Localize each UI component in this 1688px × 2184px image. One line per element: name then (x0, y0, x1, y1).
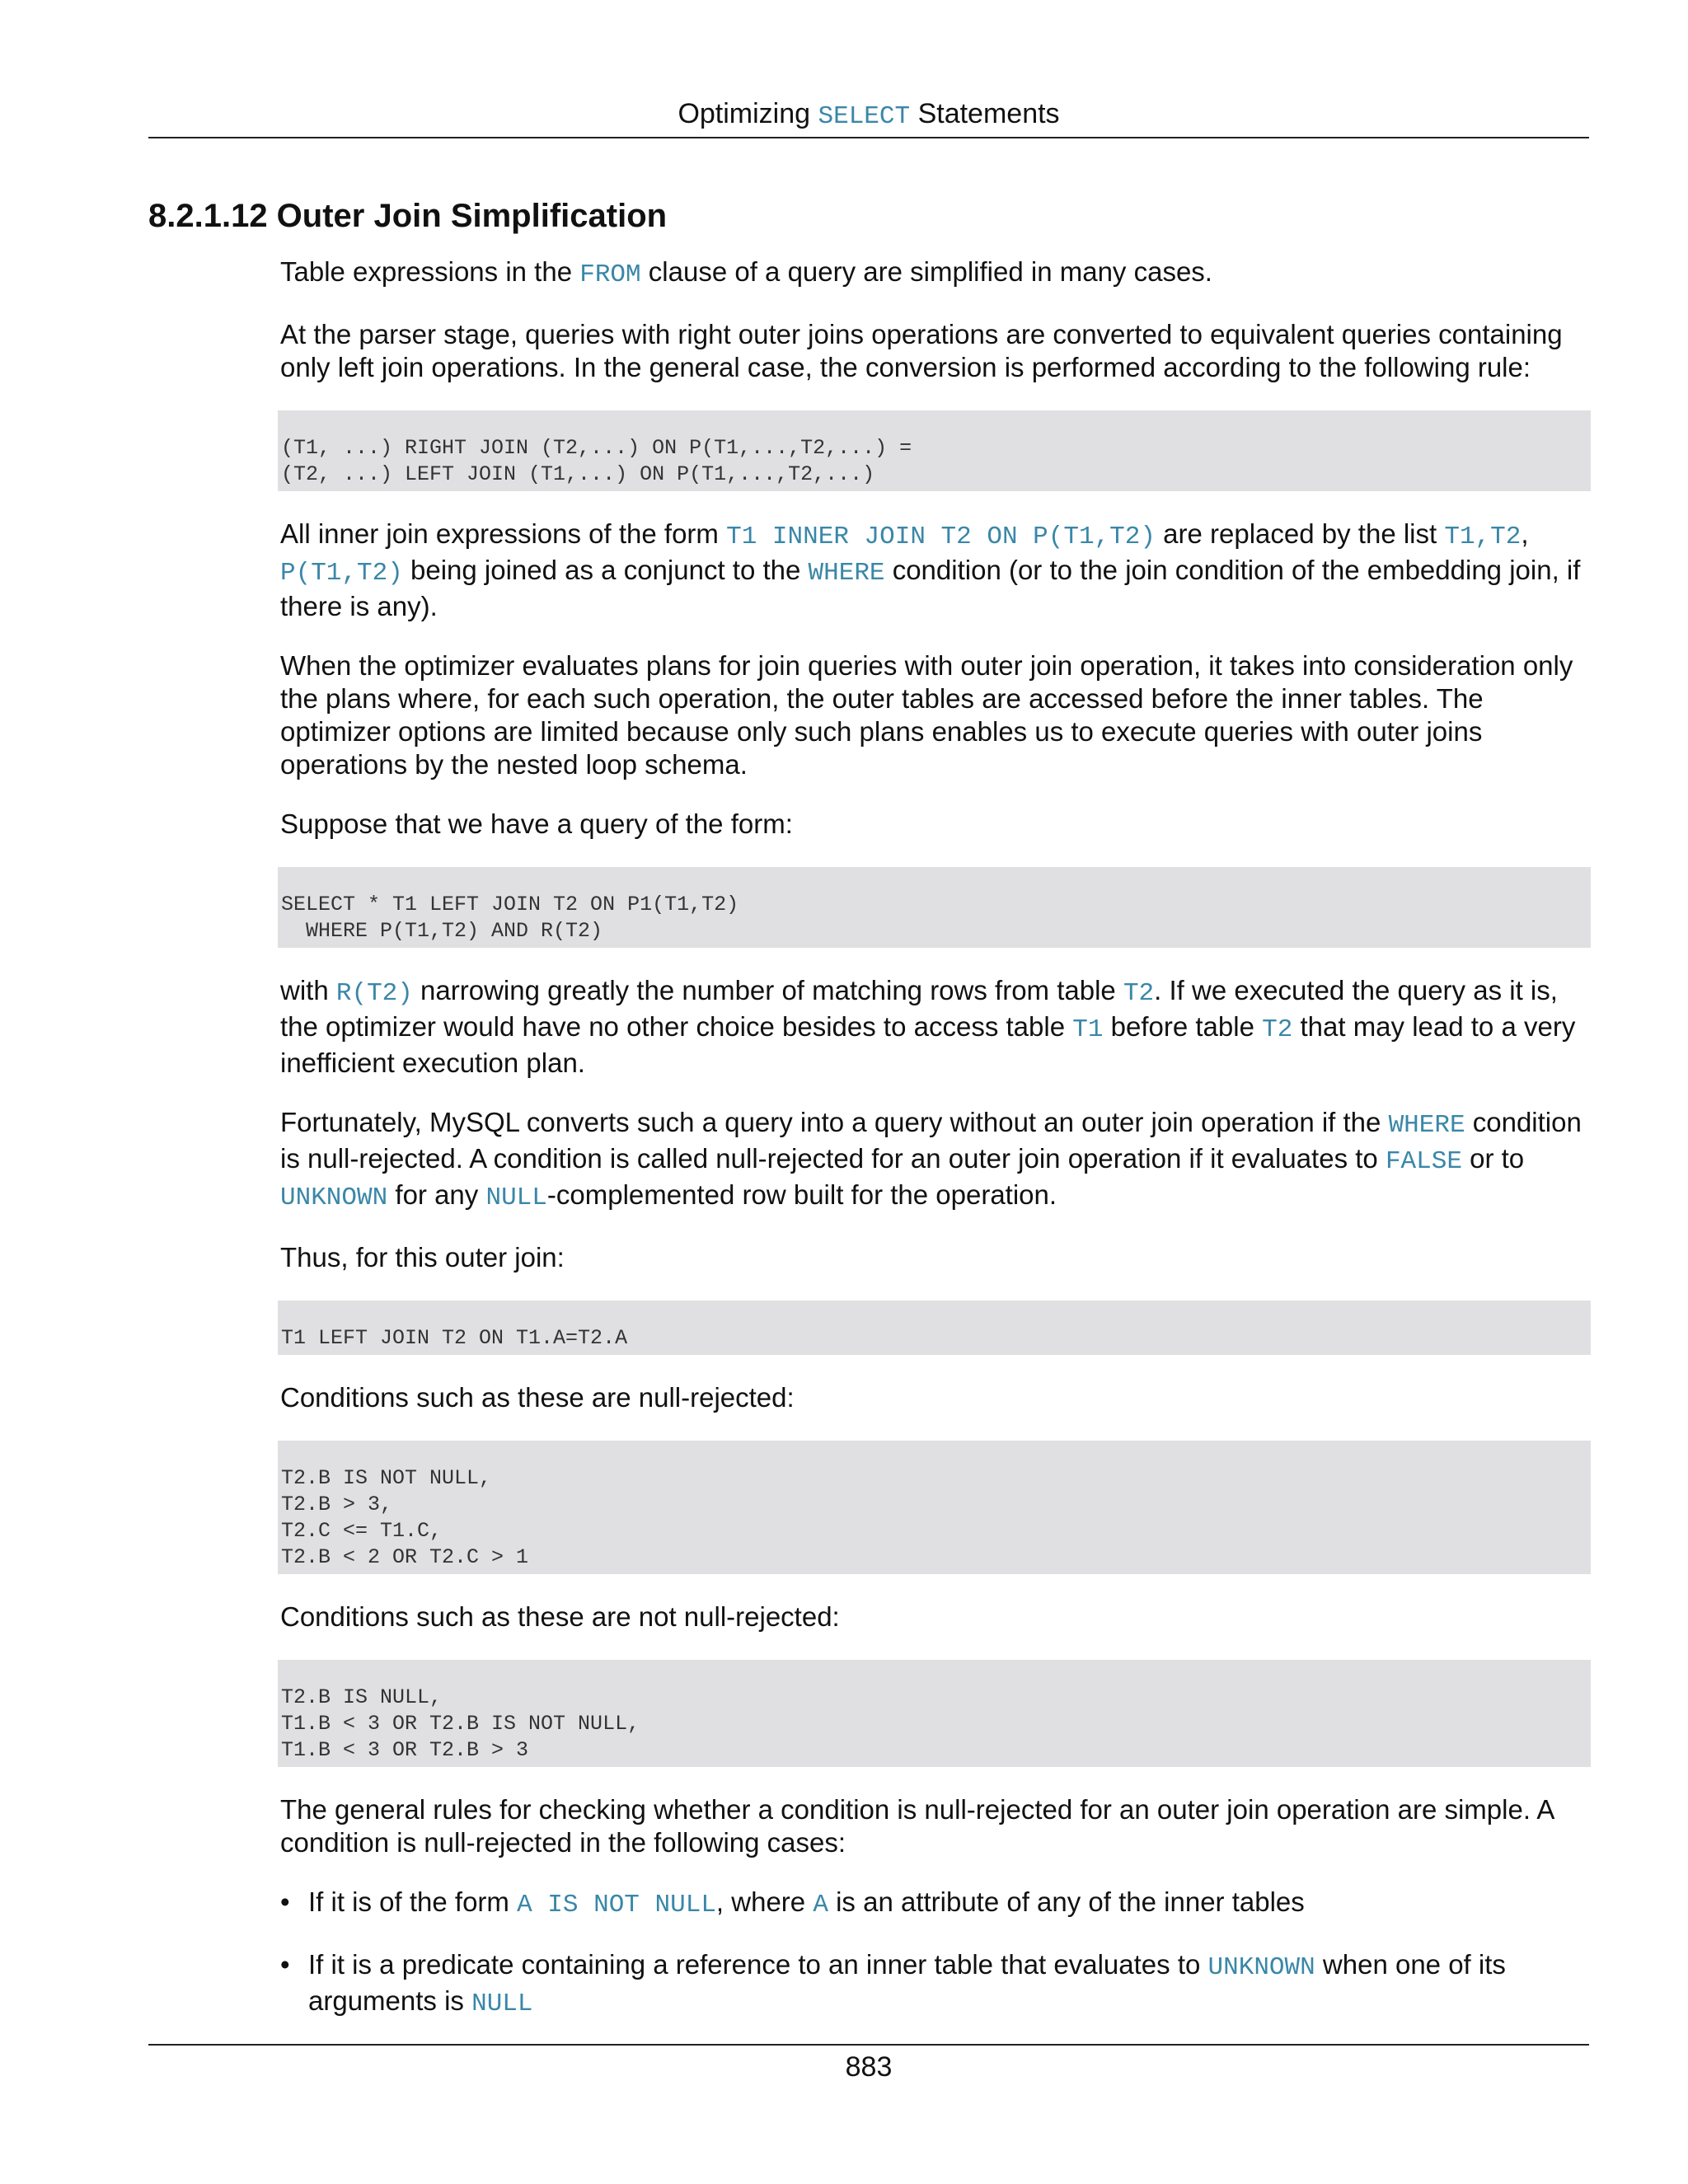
code-block-3: T1 LEFT JOIN T2 ON T1.A=T2.A (278, 1301, 1591, 1355)
footer-rule (148, 2044, 1589, 2046)
paragraph-2: At the parser stage, queries with right outer joins operations are converted to equivalent queries containing only left join operations. In the general case, the conversion is performed according to the following rule: (280, 319, 1563, 382)
header-text-post: Statements (910, 98, 1060, 129)
code-block-5: T2.B IS NULL, T1.B < 3 OR T2.B IS NOT NULL, T1.B < 3 OR T2.B > 3 (278, 1660, 1591, 1767)
paragraph-11: The general rules for checking whether a condition is null-rejected for an outer join operation are simple. A condition is null-rejected in the following cases: (280, 1794, 1554, 1858)
paragraph-9: Conditions such as these are null-rejected: (280, 1382, 795, 1413)
bullet-icon: • (280, 1886, 290, 1917)
page-number: 883 (845, 2051, 893, 2083)
header-text-pre: Optimizing (678, 98, 818, 129)
paragraph-6: with R(T2) narrowing greatly the number of matching rows from table T2. If we executed the query as it is, the optimizer would have no other choice besides to access table T1 before table T2 that may lead to a very inefficient execution plan. (280, 975, 1576, 1078)
list-item: • If it is of the form A IS NOT NULL, where A is an attribute of any of the inner tables (280, 1886, 1305, 1919)
paragraph-5: Suppose that we have a query of the form: (280, 808, 793, 839)
bullet-icon: • (280, 1949, 290, 1980)
paragraph-7: Fortunately, MySQL converts such a query into a query without an outer join operation if the WHERE condition is null-rejected. A condition is called null-rejected for an outer join operation if it evaluates to FALSE or to UNKNOWN for any NULL-complemented row built for the operation. (280, 1107, 1582, 1212)
running-header (148, 96, 1589, 135)
header-rule (148, 137, 1589, 138)
paragraph-3: All inner join expressions of the form T1 INNER JOIN T2 ON P(T1,T2) are replaced by the list T1,T2, P(T1,T2) being joined as a conjunct to the WHERE condition (or to the join condition of the embedding join, if there is any). (280, 518, 1581, 621)
header-code: SELECT (818, 102, 911, 131)
paragraph-10: Conditions such as these are not null-rejected: (280, 1601, 840, 1632)
paragraph-1: Table expressions in the FROM clause of a query are simplified in many cases. (280, 256, 1212, 289)
section-title: 8.2.1.12 Outer Join Simplification (148, 198, 668, 234)
paragraph-4: When the optimizer evaluates plans for join queries with outer join operation, it takes into consideration only the plans where, for each such operation, the outer tables are accessed before the inner tables. The optimizer options are limited because only such plans enables us to execute queries with outer joins operations by the nested loop schema. (280, 650, 1573, 780)
paragraph-8: Thus, for this outer join: (280, 1242, 565, 1272)
list-item: • If it is a predicate containing a reference to an inner table that evaluates to UNKNOWN when one of its arguments is NULL (280, 1949, 1506, 2018)
code-block-4: T2.B IS NOT NULL, T2.B > 3, T2.C <= T1.C, T2.B < 2 OR T2.C > 1 (278, 1441, 1591, 1574)
section-body (280, 255, 1591, 2047)
rules-list (280, 1886, 1591, 2021)
code-block-2: SELECT * T1 LEFT JOIN T2 ON P1(T1,T2) WHERE P(T1,T2) AND R(T2) (278, 867, 1591, 948)
code-block-1: (T1, ...) RIGHT JOIN (T2,...) ON P(T1,...,T2,...) = (T2, ...) LEFT JOIN (T1,...) ON P(T1,...,T2,...) (278, 410, 1591, 491)
